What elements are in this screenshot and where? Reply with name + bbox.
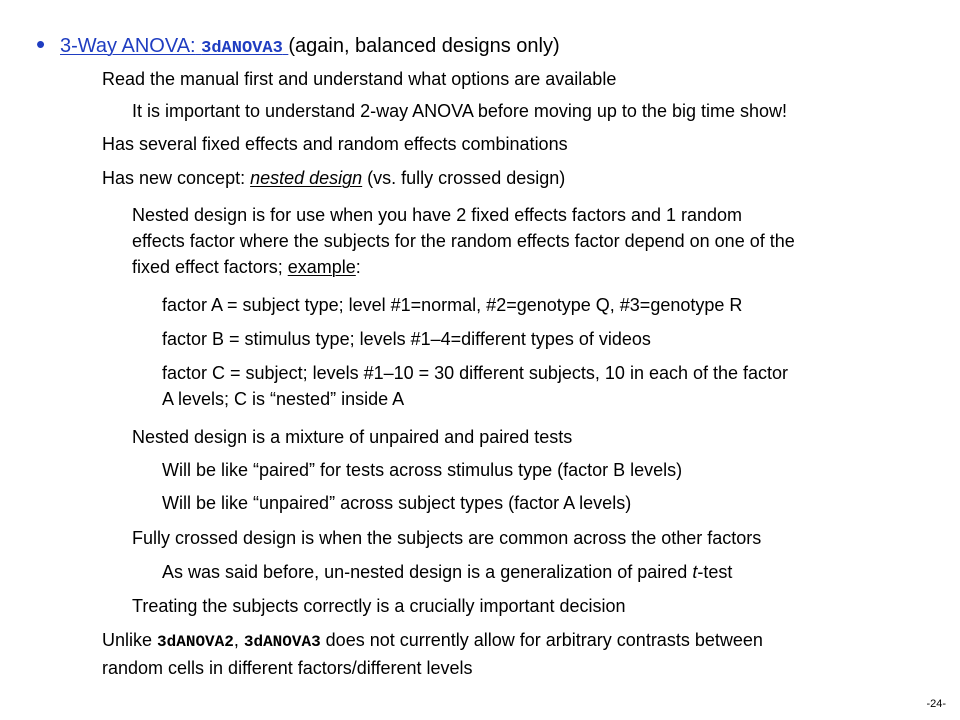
title-link[interactable]: 3-Way ANOVA: 3dANOVA3 xyxy=(60,35,283,58)
slide-title: 3-Way ANOVA: 3dANOVA3 (again, balanced designs only) xyxy=(60,35,560,58)
list-item-manual: Read the manual first and understand what options are available xyxy=(102,69,617,89)
level1-bullet-icon: • xyxy=(36,29,46,59)
list-item-nested-definition: Nested design is for use when you have 2 fixed effects factors and 1 random effects factor where the subjects for the random effects factor depend on one of the fixed effect factors; example: xyxy=(132,205,795,277)
title-row xyxy=(36,29,560,62)
list-item-unlike-3danova2: Unlike 3dANOVA2, 3dANOVA3 does not currently allow for arbitrary contrasts between random cells in different factors/different levels xyxy=(102,630,763,678)
list-item-paired: Will be like “paired” for tests across stimulus type (factor B levels) xyxy=(162,460,683,480)
page-number: -24- xyxy=(926,698,946,710)
list-item-fully-crossed: Fully crossed design is when the subjects are common across the other factors xyxy=(132,528,762,548)
list-item-generalization: As was said before, un-nested design is a generalization of paired t-test xyxy=(162,562,733,582)
list-item-treating-subjects: Treating the subjects correctly is a crucially important decision xyxy=(132,596,626,616)
list-item-factor-c: factor C = subject; levels #1–10 = 30 different subjects, 10 in each of the factor A levels; C is “nested” inside A xyxy=(162,363,789,409)
list-item-nested-concept: Has new concept: nested design (vs. fully crossed design) xyxy=(102,168,566,188)
list-item-fixed-random: Has several fixed effects and random effects combinations xyxy=(102,134,568,154)
list-item-2way: It is important to understand 2-way ANOVA before moving up to the big time show! xyxy=(132,101,788,121)
list-item-unpaired: Will be like “unpaired” across subject types (factor A levels) xyxy=(162,493,632,513)
list-item-factor-b: factor B = stimulus type; levels #1–4=different types of videos xyxy=(162,329,651,349)
list-item-factor-a: factor A = subject type; level #1=normal, #2=genotype Q, #3=genotype R xyxy=(162,295,743,315)
list-item-mixture: Nested design is a mixture of unpaired and paired tests xyxy=(132,427,573,447)
